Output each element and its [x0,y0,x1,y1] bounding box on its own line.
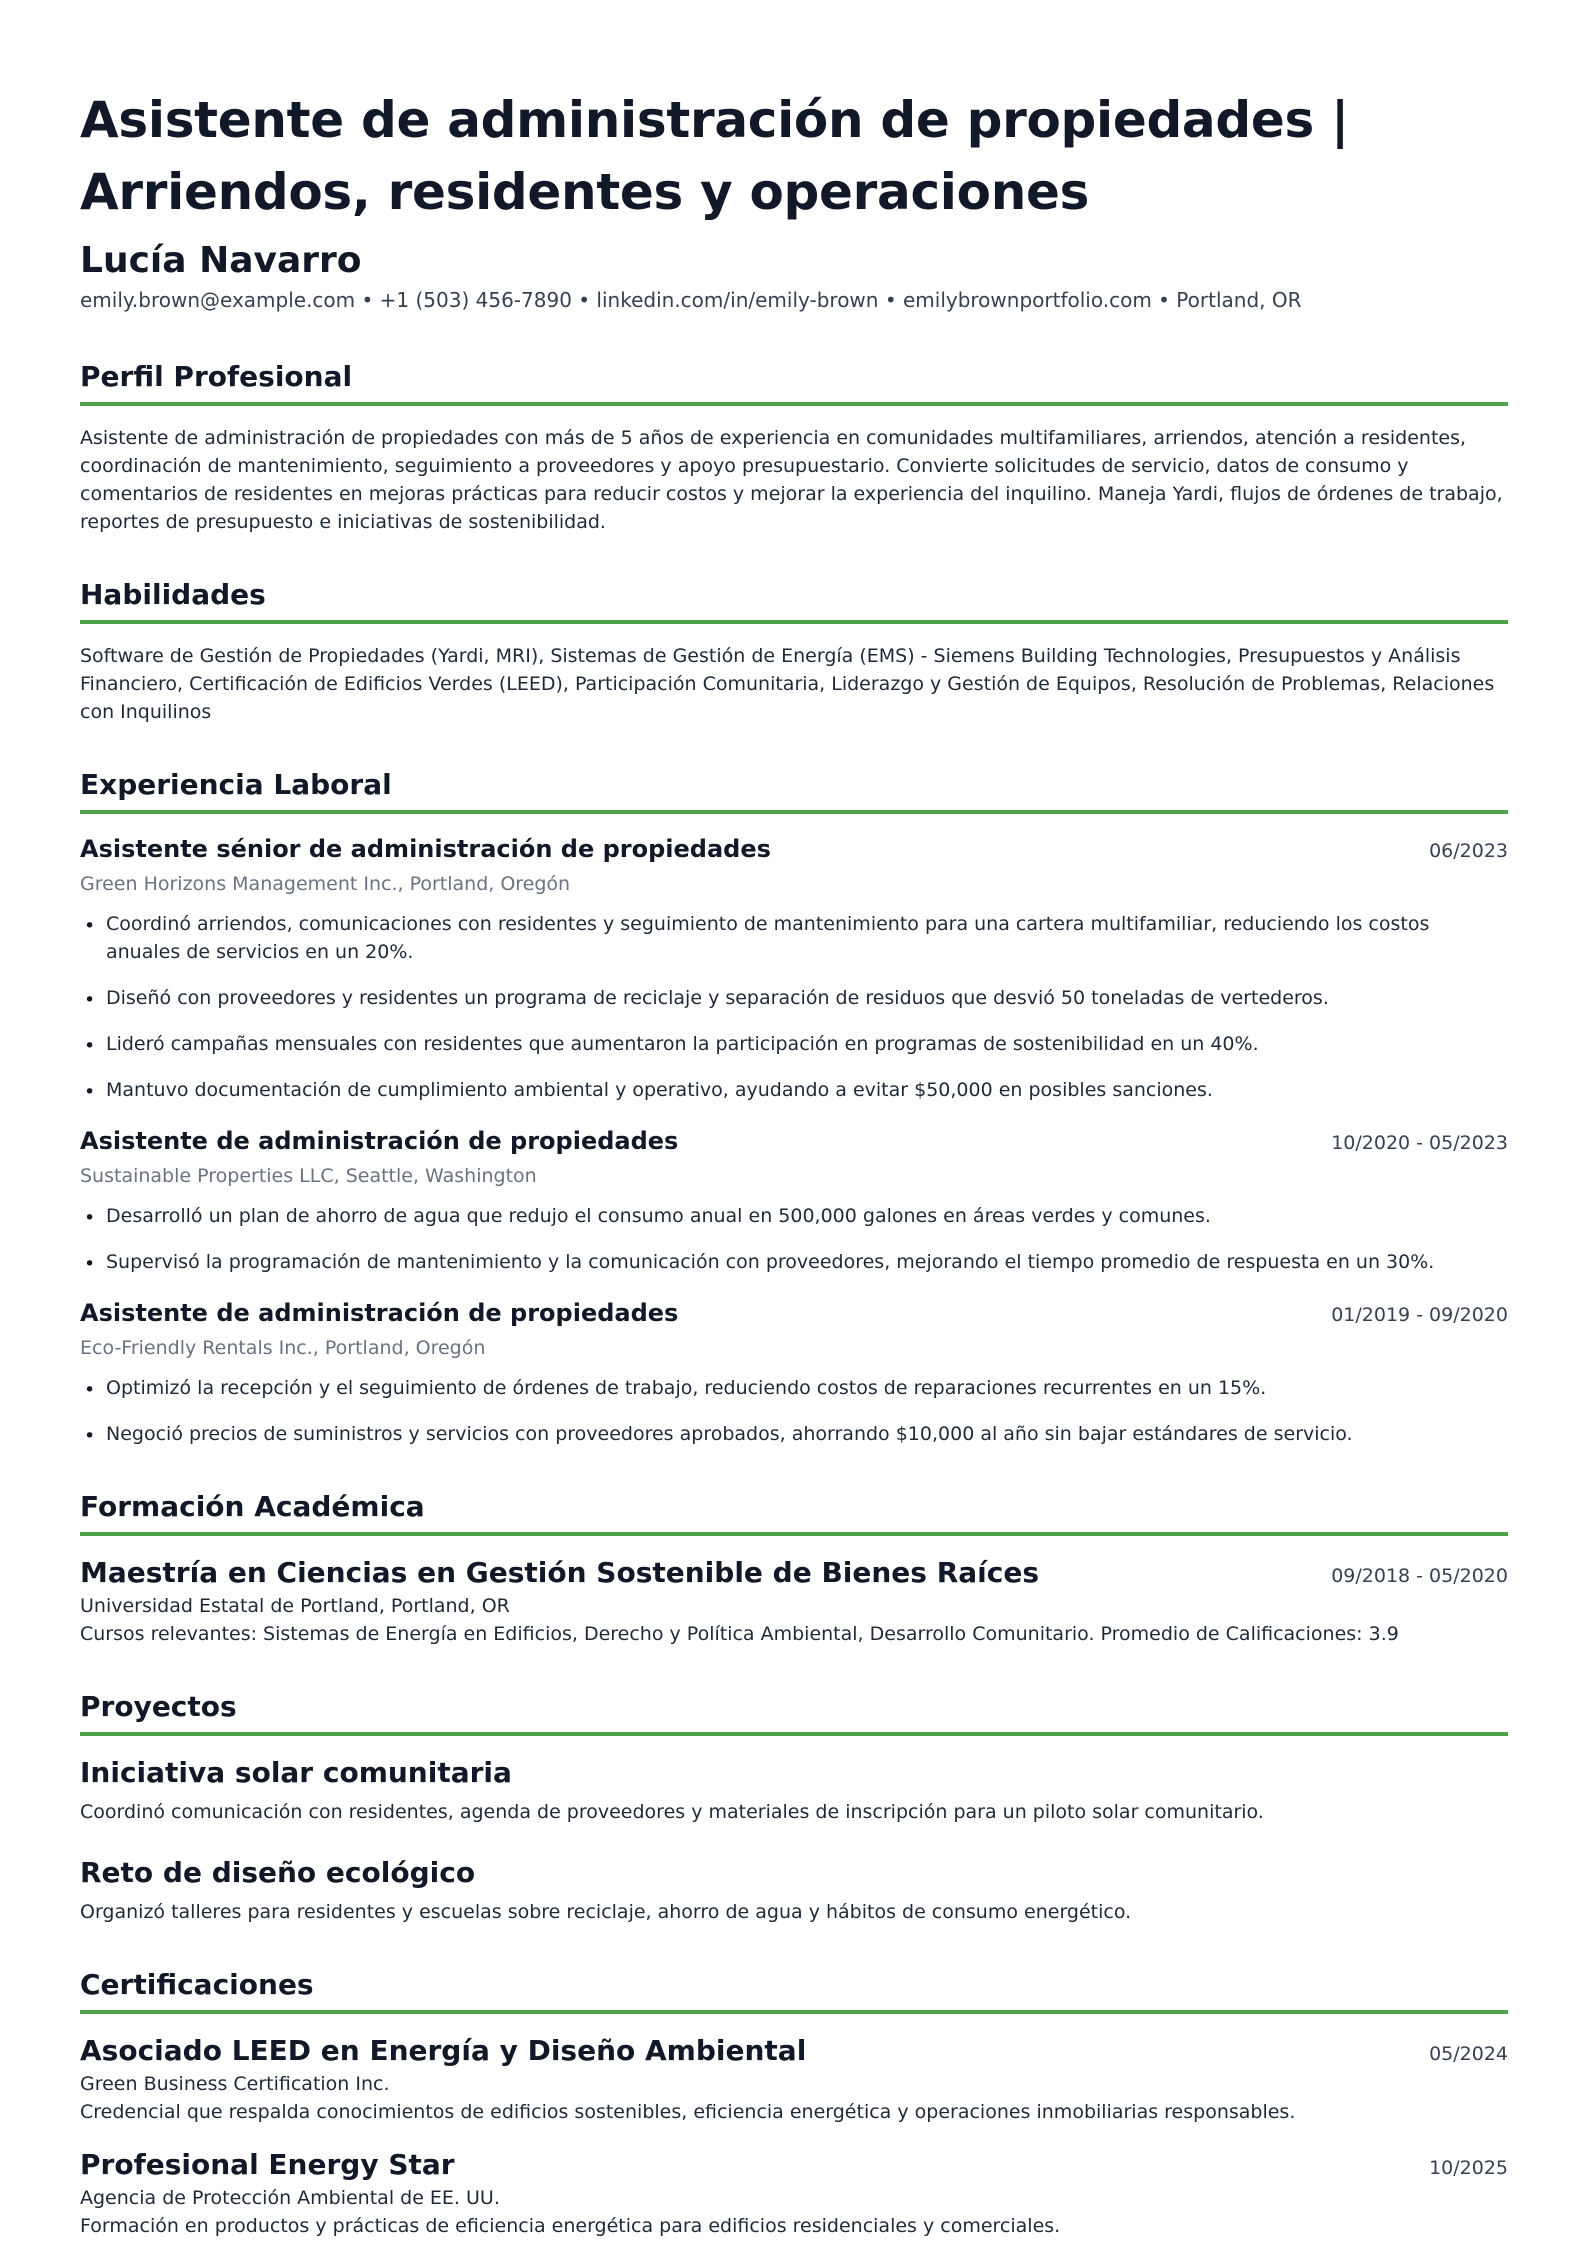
project-title: Iniciativa solar comunitaria [80,1756,512,1789]
job-title: Asistente de administración de propiedades [80,1127,679,1155]
experience-heading: Experiencia Laboral [80,766,1508,814]
title-line-1: Asistente de administración de propiedades | [80,91,1350,149]
education-details: Cursos relevantes: Sistemas de Energía en Edificios, Derecho y Política Ambiental, Desarrollo Comunitario. Promedio de Calificaciones: 3.9 [80,1623,1399,1645]
certifications-heading: Certificaciones [80,1966,1508,2014]
degree-title: Maestría en Ciencias en Gestión Sostenible de Bienes Raíces [80,1556,1040,1589]
certification-text: Credencial que respalda conocimientos de edificios sostenibles, eficiencia energética y operaciones inmobiliarias responsables. [80,2101,1296,2123]
skills-text: Software de Gestión de Propiedades (Yardi, MRI), Sistemas de Gestión de Energía (EMS) - Siemens Building Technologies, Presupuestos y Análisis Financiero, Certificación de Edificios Verdes (LEED), Participación Comunitaria, Liderazgo y Gestión de Equipos, Resolución de Problemas, Relaciones con Inquilinos [80,645,1495,723]
education-date: 09/2018 - 05/2020 [1331,1565,1508,1587]
education-heading: Formación Académica [80,1488,1508,1536]
job-date: 01/2019 - 09/2020 [1331,1304,1508,1326]
projects-heading: Proyectos [80,1688,1508,1736]
job-bullet: • Mantuvo documentación de cumplimiento ambiental y operativo, ayudando a evitar $50,000 en posibles sanciones. [80,1076,1508,1104]
experience-section [80,766,1508,1448]
project-title: Reto de diseño ecológico [80,1856,476,1889]
job-entry [80,832,1508,1104]
certification-title: Profesional Energy Star [80,2148,455,2181]
job-company: Sustainable Properties LLC, Seattle, Washington [80,1165,537,1187]
certification-text: Formación en productos y prácticas de eficiencia energética para edificios residenciales y comerciales. [80,2215,1061,2237]
skills-section [80,576,1508,726]
job-date: 06/2023 [1429,840,1508,862]
job-date: 10/2020 - 05/2023 [1331,1132,1508,1154]
job-bullet: • Desarrolló un plan de ahorro de agua que redujo el consumo anual en 500,000 galones en áreas verdes y comunes. [80,1202,1508,1230]
page-title [80,84,1508,228]
certification-title: Asociado LEED en Energía y Diseño Ambiental [80,2034,807,2067]
project-entry [80,1754,1508,1826]
job-bullets [80,910,1508,1104]
job-bullet: • Optimizó la recepción y el seguimiento de órdenes de trabajo, reduciendo costos de reparaciones recurrentes en un 15%. [80,1374,1508,1402]
projects-section [80,1688,1508,1926]
job-bullets [80,1202,1508,1276]
job-company: Green Horizons Management Inc., Portland, Oregón [80,873,571,895]
job-bullet: • Diseñó con proveedores y residentes un programa de reciclaje y separación de residuos que desvió 50 toneladas de vertederos. [80,984,1508,1012]
project-text: Coordinó comunicación con residentes, agenda de proveedores y materiales de inscripción para un piloto solar comunitario. [80,1801,1264,1823]
job-bullet: • Supervisó la programación de mantenimiento y la comunicación con proveedores, mejorando el tiempo promedio de respuesta en un 30%. [80,1248,1508,1276]
resume-header [80,84,1508,314]
certification-entry [80,2032,1508,2126]
certifications-section [80,1966,1508,2240]
job-title: Asistente de administración de propiedades [80,1299,679,1327]
project-entry [80,1854,1508,1926]
certification-issuer: Agencia de Protección Ambiental de EE. UU. [80,2187,500,2209]
certification-date: 10/2025 [1429,2157,1508,2179]
profile-section [80,358,1508,536]
certification-entry [80,2146,1508,2240]
contact-line: emily.brown@example.com • +1 (503) 456-7890 • linkedin.com/in/emily-brown • emilybrownportfolio.com • Portland, OR [80,288,1302,312]
certification-date: 05/2024 [1429,2043,1508,2065]
job-bullet: • Coordinó arriendos, comunicaciones con residentes y seguimiento de mantenimiento para una cartera multifamiliar, reduciendo los costos anuales de servicios en un 20%. [80,910,1508,966]
job-bullets [80,1374,1508,1448]
job-bullet: • Negoció precios de suministros y servicios con proveedores aprobados, ahorrando $10,000 al año sin bajar estándares de servicio. [80,1420,1508,1448]
profile-text: Asistente de administración de propiedades con más de 5 años de experiencia en comunidades multifamiliares, arriendos, atención a residentes, coordinación de mantenimiento, seguimiento a proveedores y apoyo presupuestario. Convierte solicitudes de servicio, datos de consumo y comentarios de residentes en mejoras prácticas para reducir costos y mejorar la experiencia del inquilino. Maneja Yardi, flujos de órdenes de trabajo, reportes de presupuesto e iniciativas de sostenibilidad. [80,427,1503,533]
certification-issuer: Green Business Certification Inc. [80,2073,390,2095]
job-company: Eco-Friendly Rentals Inc., Portland, Oregón [80,1337,486,1359]
candidate-name: Lucía Navarro [80,240,362,281]
project-text: Organizó talleres para residentes y escuelas sobre reciclaje, ahorro de agua y hábitos de consumo energético. [80,1901,1132,1923]
education-section [80,1488,1508,1648]
job-title: Asistente sénior de administración de propiedades [80,835,771,863]
job-bullet: • Lideró campañas mensuales con residentes que aumentaron la participación en programas de sostenibilidad en un 40%. [80,1030,1508,1058]
school-name: Universidad Estatal de Portland, Portland, OR [80,1595,510,1617]
job-entry [80,1124,1508,1276]
skills-heading: Habilidades [80,576,1508,624]
title-line-2: Arriendos, residentes y operaciones [80,163,1090,221]
job-entry [80,1296,1508,1448]
profile-heading: Perfil Profesional [80,358,1508,406]
